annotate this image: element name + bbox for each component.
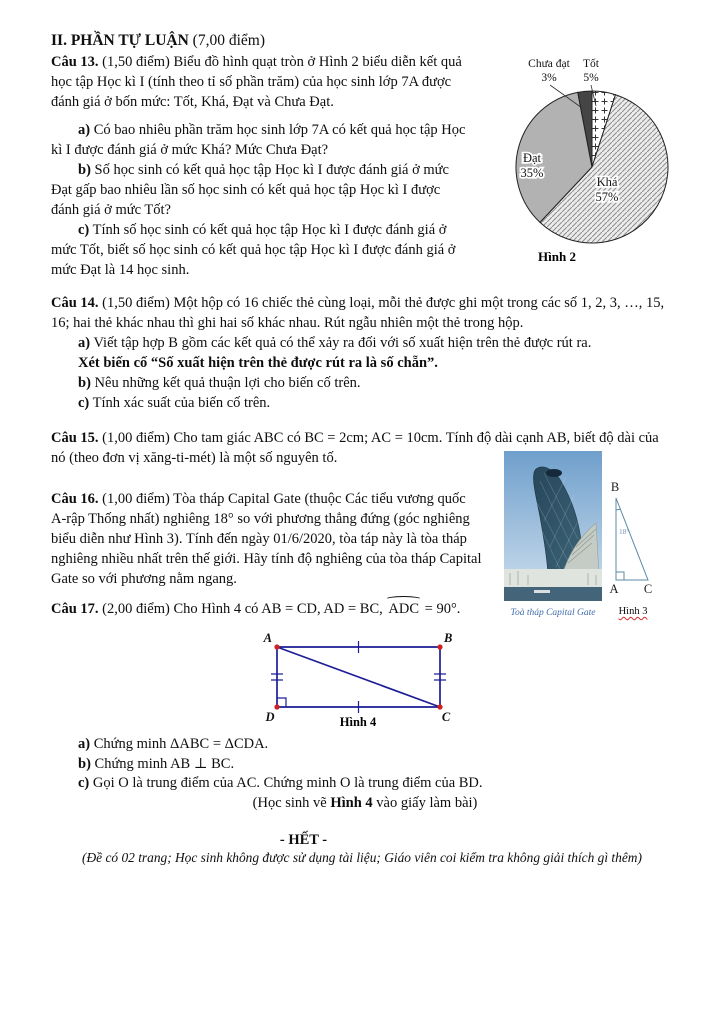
q13-label: Câu 13.: [51, 54, 99, 70]
text-line: [51, 393, 711, 413]
pie-label-tot: Tốt: [583, 58, 599, 70]
text-line: học tập Học kì I (tính theo tỉ số phần trăm) của học sinh lớp 7A được: [51, 74, 452, 90]
rect-label-c: C: [441, 710, 451, 724]
q14-c-text: Tính xác suất của biến cố trên.: [89, 395, 271, 411]
text-line: mức Tốt, biết số học sinh có kết quả học tập Học kì I được đánh giá ở: [51, 242, 456, 258]
section-title: [51, 31, 265, 51]
text-line: A-rập Thống nhất) nghiêng 18° so với phương thẳng đứng (góc nghiêng: [51, 511, 470, 527]
text-line: biểu diễn như Hình 3). Tính đến ngày 01/6/2020, tòa táp này là tòa tháp: [51, 531, 467, 547]
draw-note-pre: (Học sinh vẽ: [252, 795, 331, 811]
pie-label-kha: Khá: [596, 175, 618, 189]
pie-pct-chua-dat: 3%: [541, 72, 557, 84]
end-marker: - HẾT -: [279, 832, 328, 848]
q14-label: Câu 14.: [51, 295, 99, 311]
q17-b-label: b): [78, 755, 91, 772]
q14-b-label: b): [78, 375, 91, 391]
q17-intro-post: = 90°.: [421, 601, 461, 617]
text-line: Gate so với phương nằm ngang.: [51, 571, 237, 587]
section-title-bold: II. PHẦN TỰ LUẬN: [51, 32, 189, 49]
triangle-label-c: C: [643, 582, 653, 596]
triangle-diagram: [598, 476, 678, 622]
q13-a-label: a): [78, 122, 91, 138]
q14-c-label: c): [78, 395, 90, 411]
capital-gate-photo-svg: [504, 451, 602, 601]
pie-pct-tot: 5%: [583, 72, 599, 84]
q13-b-1: Số học sinh có kết quả học tập Học kì I được đánh giá ở mức: [90, 162, 449, 178]
fig3-caption: Hình 3: [618, 606, 648, 617]
q16-label: Câu 16.: [51, 491, 99, 507]
q17-b-text: Chứng minh AB ⊥ BC.: [90, 755, 235, 772]
pie-label-chua-dat: Chưa đạt: [528, 58, 570, 70]
q13-b-label: b): [78, 162, 91, 178]
q17-label: Câu 17.: [51, 601, 99, 617]
q16-intro-1: (1,00 điểm) Tòa tháp Capital Gate (thuộc Các tiểu vương quốc: [98, 491, 466, 507]
text-line: mức Đạt là 14 học sinh.: [51, 262, 190, 278]
tower-top: [546, 469, 562, 477]
text-line: nó (theo đơn vị xăng-ti-mét) là một số nguyên tố.: [51, 450, 338, 466]
q14-b-text: Nêu những kết quả thuận lợi cho biến cố trên.: [90, 375, 361, 391]
rect-label-d: D: [265, 710, 275, 724]
boat: [534, 590, 550, 593]
q14-event-statement: Xét biến cố “Số xuất hiện trên thẻ được rút ra là số chẵn”.: [78, 355, 438, 371]
q17-intro-pre: (2,00 điểm) Cho Hình 4 có AB = CD, AD = BC,: [98, 601, 387, 617]
question-16: [51, 489, 511, 589]
rect-label-a: A: [263, 631, 272, 645]
q14-a-text: Viết tập hợp B gồm các kết quả có thể xảy ra đối với số xuất hiện trên thẻ được rút ra.: [90, 335, 592, 351]
angle-hat: ADC: [388, 601, 420, 617]
rect-label-b: B: [444, 631, 453, 645]
q14-a-label: a): [78, 335, 91, 351]
text-line: [51, 428, 711, 448]
q15-intro-1: (1,00 điểm) Cho tam giác ABC có BC = 2cm; AC = 10cm. Tính độ dài cạnh AB, biết độ dài của: [98, 430, 659, 446]
text-line: [51, 599, 521, 619]
capital-gate-photo: [504, 451, 602, 619]
footer-note: (Đề có 02 trang; Học sinh không được sử dụng tài liệu; Giáo viên coi kiểm tra không giải thích gì thêm): [82, 850, 642, 865]
pie-chart-svg: [492, 52, 720, 267]
draw-note: [135, 793, 595, 813]
triangle-label-a: A: [609, 582, 619, 596]
draw-note-post: vào giấy làm bài): [372, 795, 478, 811]
q17-a-label: a): [78, 736, 91, 752]
q17-a-text: Chứng minh ΔABC = ΔCDA.: [90, 736, 269, 752]
text-line: [78, 735, 518, 755]
text-line: Đạt gấp bao nhiêu lần số học sinh có kết quả học tập Học kì I được: [51, 182, 441, 198]
photo-caption: Toà tháp Capital Gate: [510, 608, 596, 618]
q15-label: Câu 15.: [51, 430, 99, 446]
q17-c-label: c): [78, 775, 90, 791]
triangle-label-b: B: [610, 480, 620, 494]
text-line: [51, 293, 711, 313]
rectangle-svg: [250, 630, 470, 732]
question-17: [51, 599, 521, 619]
section-title-points: (7,00 điểm): [188, 32, 265, 49]
pie-pct-dat: 35%: [520, 166, 544, 180]
q14-intro-1: (1,50 điểm) Một hộp có 16 chiếc thẻ cùng loại, mỗi thẻ được ghi một trong các số 1, 2, 3, …, 15,: [98, 295, 665, 311]
q17-c-text: Gọi O là trung điểm của AC. Chứng minh O là trung điểm của BD.: [89, 775, 483, 791]
pie-label-dat: Đạt: [522, 151, 542, 165]
fig4-caption: Hình 4: [339, 715, 377, 729]
text-line: [51, 220, 501, 240]
text-line: [51, 489, 511, 509]
pie-chart-figure: [492, 52, 720, 270]
buildings-strip: [504, 569, 602, 587]
text-line: đánh giá ở bốn mức: Tốt, Khá, Đạt và Chưa Đạt.: [51, 94, 334, 110]
triangle-lines: [616, 498, 648, 580]
text-line: nghiêng nhiều nhất trên thế giới. Hãy tính độ nghiêng của tòa tháp Capital: [51, 551, 482, 567]
q13-c-1: Tính số học sinh có kết quả học tập Học kì I được đánh giá ở: [89, 222, 447, 238]
pie-pct-kha: 57%: [595, 190, 619, 204]
draw-note-bold: Hình 4: [330, 795, 373, 811]
triangle-angle-label: 18°: [619, 527, 630, 536]
text-line: đánh giá ở mức Tốt?: [51, 202, 171, 218]
text-line: [51, 52, 501, 72]
rectangle-diagram: [250, 630, 470, 738]
q13-a-1: Có bao nhiêu phần trăm học sinh lớp 7A có kết quả học tập Học: [90, 122, 466, 138]
triangle-svg: [598, 476, 678, 596]
text-line: [78, 755, 518, 775]
text-line: 16; hai thẻ khác nhau thì ghi hai số khác nhau. Rút ngẫu nhiên một thẻ trong hộp.: [51, 315, 524, 331]
text-line: [51, 160, 501, 180]
fig2-caption: Hình 2: [538, 249, 576, 264]
text-line: [51, 373, 711, 393]
question-13: [51, 52, 501, 280]
text-line: [51, 120, 501, 140]
text-line: [51, 353, 711, 373]
question-15: [51, 428, 711, 468]
question-14: [51, 293, 711, 413]
text-line: kì I được đánh giá ở mức Khá? Mức Chưa Đạt?: [51, 142, 329, 158]
q13-intro-1: (1,50 điểm) Biểu đồ hình quạt tròn ở Hình 2 biểu diễn kết quả: [98, 54, 462, 70]
text-line: [51, 333, 711, 353]
rectangle-lines: [277, 647, 440, 707]
q13-c-label: c): [78, 222, 90, 238]
text-line: [78, 774, 518, 794]
question-17-items: [78, 735, 518, 794]
